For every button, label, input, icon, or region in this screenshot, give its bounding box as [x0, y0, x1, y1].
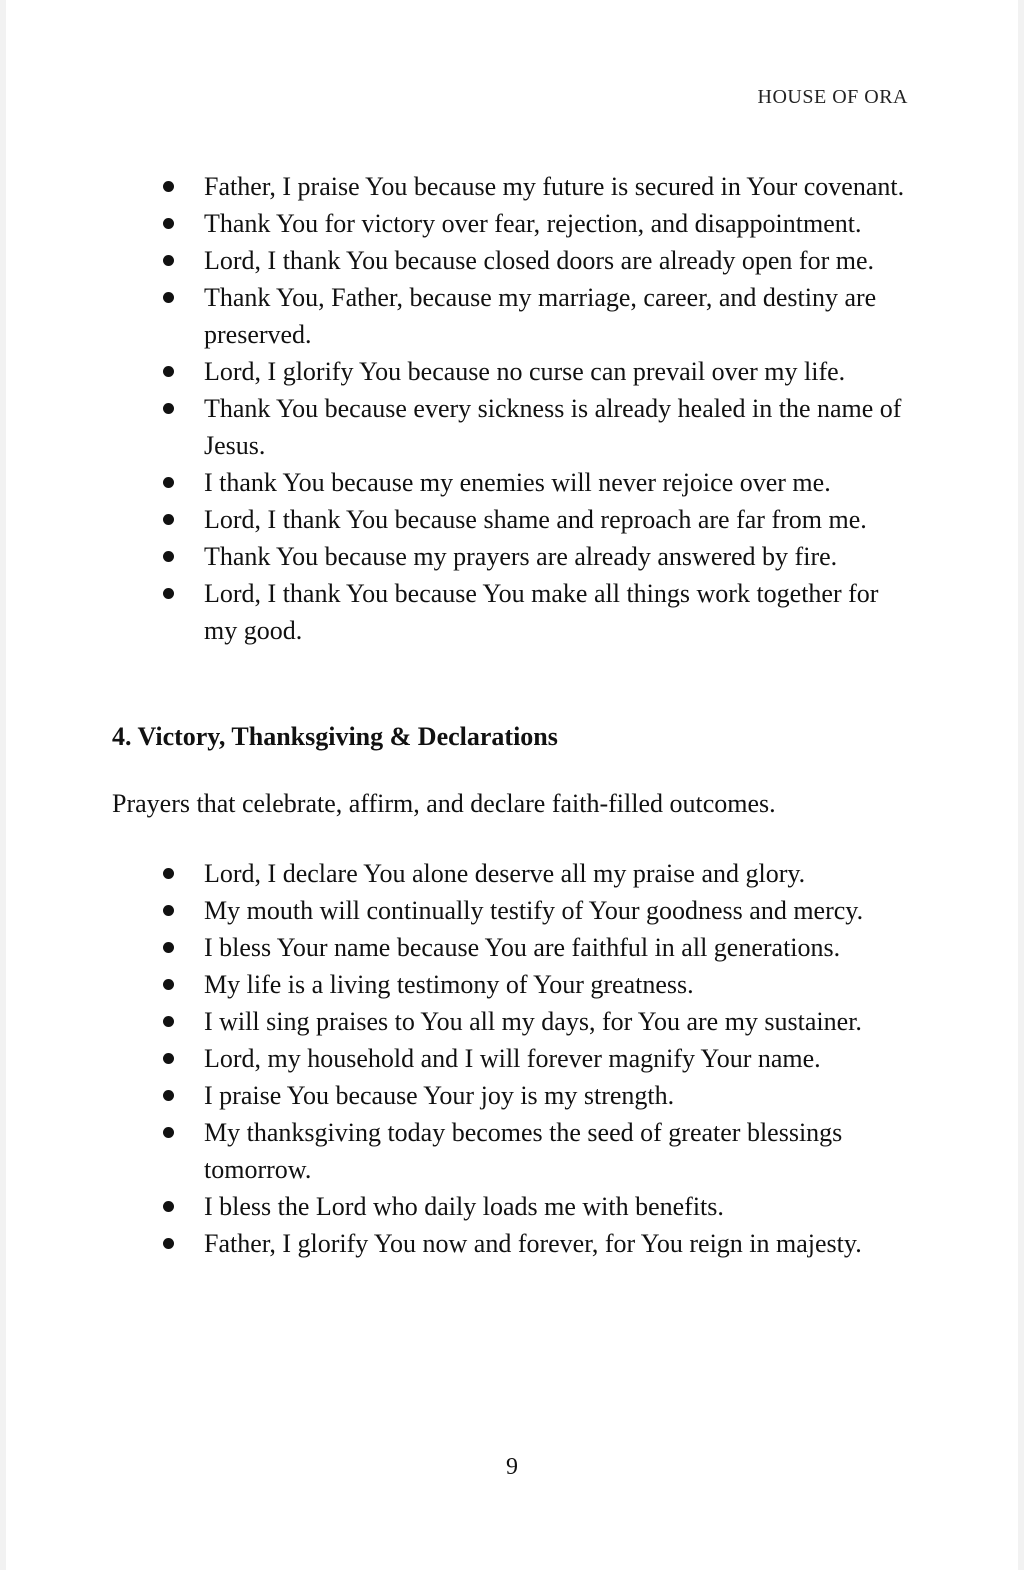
- list-item: [156, 929, 916, 966]
- list-item-text: Thank You, Father, because my marriage, career, and destiny are preserved.: [204, 283, 877, 349]
- list-item: [156, 1188, 916, 1225]
- bullet-icon: [163, 1016, 174, 1027]
- list-item: [156, 1114, 916, 1188]
- bullet-icon: [163, 514, 174, 525]
- list-item-text: I bless the Lord who daily loads me with benefits.: [204, 1192, 724, 1221]
- bullet-icon: [163, 366, 174, 377]
- list-item-text: Thank You because every sickness is already healed in the name of Jesus.: [204, 394, 902, 460]
- list-item: [156, 353, 916, 390]
- list-item-text: I will sing praises to You all my days, for You are my sustainer.: [204, 1007, 862, 1036]
- bullet-icon: [163, 477, 174, 488]
- bullet-icon: [163, 181, 174, 192]
- page-number: 9: [506, 1454, 518, 1480]
- list-item: [156, 168, 916, 205]
- list-item: [156, 538, 916, 575]
- list-item: [156, 279, 916, 353]
- bullet-icon: [163, 218, 174, 229]
- bullet-icon: [163, 905, 174, 916]
- section-intro: Prayers that celebrate, affirm, and declare faith-filled outcomes.: [112, 789, 776, 818]
- list-item-text: Lord, I thank You because You make all things work together for my good.: [204, 579, 879, 645]
- bullet-icon: [163, 403, 174, 414]
- list-item-text: Lord, I thank You because closed doors are already open for me.: [204, 246, 875, 275]
- bullet-icon: [163, 979, 174, 990]
- list-item-text: My mouth will continually testify of Your goodness and mercy.: [204, 896, 864, 925]
- list-item: [156, 464, 916, 501]
- list-item: [156, 1225, 916, 1262]
- list-item: [156, 1040, 916, 1077]
- list-item: [156, 575, 916, 649]
- bullet-icon: [163, 1090, 174, 1101]
- list-item-text: Lord, I declare You alone deserve all my praise and glory.: [204, 859, 806, 888]
- list-item: [156, 242, 916, 279]
- bullet-icon: [163, 942, 174, 953]
- list-item-text: I thank You because my enemies will never rejoice over me.: [204, 468, 831, 497]
- bullet-icon: [163, 1053, 174, 1064]
- list-item-text: I praise You because Your joy is my strength.: [204, 1081, 675, 1110]
- list-item-text: Lord, I thank You because shame and reproach are far from me.: [204, 505, 867, 534]
- list-item-text: Lord, I glorify You because no curse can prevail over my life.: [204, 357, 846, 386]
- list-item-text: My life is a living testimony of Your greatness.: [204, 970, 694, 999]
- list-item: [156, 1003, 916, 1040]
- list-item-text: Father, I praise You because my future is secured in Your covenant.: [204, 172, 905, 201]
- bullet-icon: [163, 1238, 174, 1249]
- bullet-icon: [163, 292, 174, 303]
- bullet-icon: [163, 1201, 174, 1212]
- prayer-list-continued: [156, 168, 916, 649]
- list-item: [156, 1077, 916, 1114]
- running-header: HOUSE OF ORA: [757, 86, 908, 108]
- list-item-text: My thanksgiving today becomes the seed of greater blessings tomorrow.: [204, 1118, 843, 1184]
- bullet-icon: [163, 1127, 174, 1138]
- list-item: [156, 501, 916, 538]
- bullet-icon: [163, 255, 174, 266]
- list-item: [156, 855, 916, 892]
- list-item-text: I bless Your name because You are faithful in all generations.: [204, 933, 841, 962]
- list-item: [156, 966, 916, 1003]
- list-item: [156, 892, 916, 929]
- list-item-text: Father, I glorify You now and forever, for You reign in majesty.: [204, 1229, 862, 1258]
- bullet-icon: [163, 588, 174, 599]
- bullet-icon: [163, 551, 174, 562]
- bullet-icon: [163, 868, 174, 879]
- book-page: [6, 0, 1018, 1570]
- declaration-list: [156, 855, 916, 1262]
- section-heading: 4. Victory, Thanksgiving & Declarations: [112, 722, 558, 751]
- list-item-text: Thank You because my prayers are already answered by fire.: [204, 542, 838, 571]
- list-item: [156, 390, 916, 464]
- list-item: [156, 205, 916, 242]
- list-item-text: Lord, my household and I will forever magnify Your name.: [204, 1044, 821, 1073]
- list-item-text: Thank You for victory over fear, rejection, and disappointment.: [204, 209, 862, 238]
